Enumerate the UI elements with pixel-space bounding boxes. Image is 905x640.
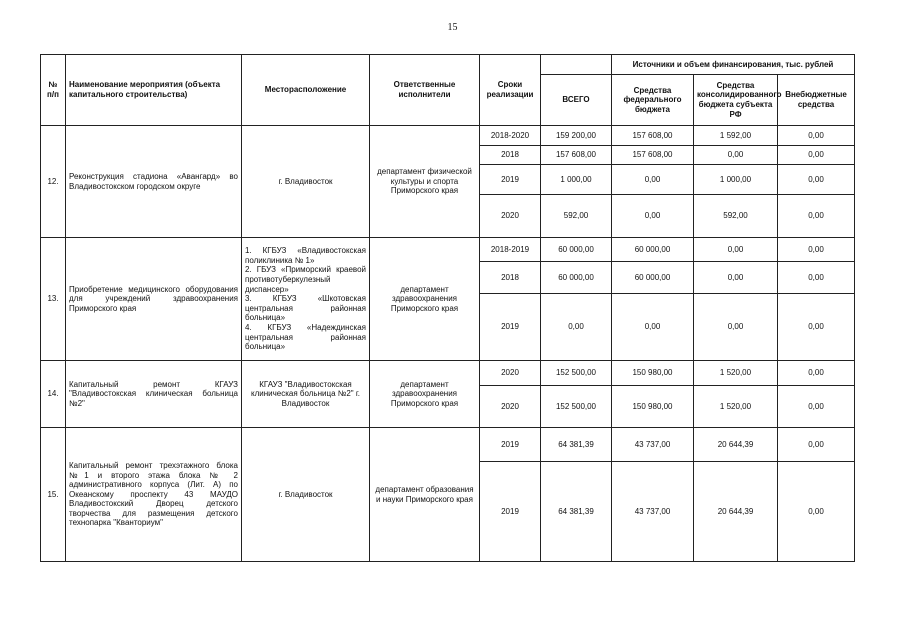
amount-regional: 1 520,00 [694,361,778,386]
amount-regional: 20 644,39 [694,428,778,462]
amount-federal: 157 608,00 [612,126,694,146]
row-responsible: департамент здравоохранения Приморского края [370,361,480,428]
amount-total: 1 000,00 [541,165,612,195]
row-number: 12. [41,126,66,238]
amount-regional: 1 000,00 [694,165,778,195]
table-row [41,361,855,386]
amount-extra: 0,00 [778,238,855,262]
amount-total: 159 200,00 [541,126,612,146]
header-spacer [541,55,612,75]
amount-total: 64 381,39 [541,428,612,462]
amount-regional: 0,00 [694,238,778,262]
header-federal: Средства федерального бюджета [612,75,694,126]
amount-federal: 60 000,00 [612,262,694,294]
amount-regional: 1 592,00 [694,126,778,146]
amount-federal: 157 608,00 [612,146,694,165]
amount-federal: 43 737,00 [612,428,694,462]
amount-extra: 0,00 [778,462,855,562]
amount-regional: 0,00 [694,146,778,165]
amount-federal: 43 737,00 [612,462,694,562]
header-extra: Внебюджетные средства [778,75,855,126]
row-number: 13. [41,238,66,361]
row-responsible: департамент образования и науки Приморского края [370,428,480,562]
amount-extra: 0,00 [778,146,855,165]
row-location-list [242,238,370,361]
amount-extra: 0,00 [778,294,855,361]
amount-regional: 592,00 [694,195,778,238]
period-year: 2019 [480,428,541,462]
amount-regional: 0,00 [694,262,778,294]
table-row [41,428,855,462]
row-number: 14. [41,361,66,428]
amount-total: 157 608,00 [541,146,612,165]
row-location: г. Владивосток [242,428,370,562]
amount-extra: 0,00 [778,428,855,462]
amount-extra: 0,00 [778,126,855,146]
period-year: 2020 [480,361,541,386]
location-list-item: 3. КГБУЗ «Шкотовская центральная районная больница» [245,294,366,323]
amount-regional: 20 644,39 [694,462,778,562]
header-total: ВСЕГО [541,75,612,126]
amount-total: 592,00 [541,195,612,238]
amount-federal: 150 980,00 [612,386,694,428]
period-year: 2019 [480,165,541,195]
row-responsible: департамент здравоохранения Приморского края [370,238,480,361]
row-responsible: департамент физической культуры и спорта Приморского края [370,126,480,238]
header-no: № п/п [41,55,66,126]
amount-total: 152 500,00 [541,361,612,386]
amount-total: 0,00 [541,294,612,361]
header-sources: Источники и объем финансирования, тыс. рублей [612,55,855,75]
period-year: 2018 [480,262,541,294]
amount-federal: 150 980,00 [612,361,694,386]
table-row [41,126,855,146]
amount-extra: 0,00 [778,361,855,386]
period-year: 2020 [480,195,541,238]
amount-federal: 0,00 [612,294,694,361]
amount-total: 60 000,00 [541,238,612,262]
amount-total: 64 381,39 [541,462,612,562]
row-location: г. Владивосток [242,126,370,238]
location-list-item: 4. КГБУЗ «Надеждинская центральная районная больница» [245,322,366,352]
location-list-item: 1. КГБУЗ «Владивостокская поликлиника № 1» [245,246,366,265]
row-location: КГАУЗ "Владивостокская клиническая больница №2" г. Владивосток [242,361,370,428]
header-location: Месторасположение [242,55,370,126]
amount-extra: 0,00 [778,262,855,294]
period-year: 2018-2019 [480,238,541,262]
amount-federal: 0,00 [612,195,694,238]
table-row [41,238,855,262]
row-name: Капитальный ремонт трехэтажного блока №1 и второго этажа блока № 2 административного корпуса (Лит. А) по Океанскому проспекту 43 МАУДО Владивостокский Дворец детского творчества для размещения детского технопарка "Кванториум" [66,428,242,562]
row-name: Реконструкция стадиона «Авангард» во Владивостокском городском округе [66,126,242,238]
header-regional: Средства консолидированного бюджета субъекта РФ [694,75,778,126]
amount-extra: 0,00 [778,386,855,428]
header-name: Наименование мероприятия (объекта капитального строительства) [66,55,242,126]
row-number: 15. [41,428,66,562]
financing-table [40,54,855,562]
amount-total: 152 500,00 [541,386,612,428]
row-name: Приобретение медицинского оборудования для учреждений здравоохранения Приморского края [66,238,242,361]
period-year: 2019 [480,294,541,361]
header-period: Сроки реализации [480,55,541,126]
period-year: 2020 [480,386,541,428]
location-list-item: 2. ГБУЗ «Приморский краевой противотуберкулезный диспансер» [245,265,366,294]
amount-regional: 1 520,00 [694,386,778,428]
header-responsible: Ответственные исполнители [370,55,480,126]
period-year: 2018 [480,146,541,165]
period-year: 2018-2020 [480,126,541,146]
amount-federal: 60 000,00 [612,238,694,262]
amount-extra: 0,00 [778,165,855,195]
amount-extra: 0,00 [778,195,855,238]
period-year: 2019 [480,462,541,562]
amount-regional: 0,00 [694,294,778,361]
amount-total: 60 000,00 [541,262,612,294]
row-name: Капитальный ремонт КГАУЗ "Владивостокская клиническая больница №2" [66,361,242,428]
page-number: 15 [447,22,458,33]
amount-federal: 0,00 [612,165,694,195]
